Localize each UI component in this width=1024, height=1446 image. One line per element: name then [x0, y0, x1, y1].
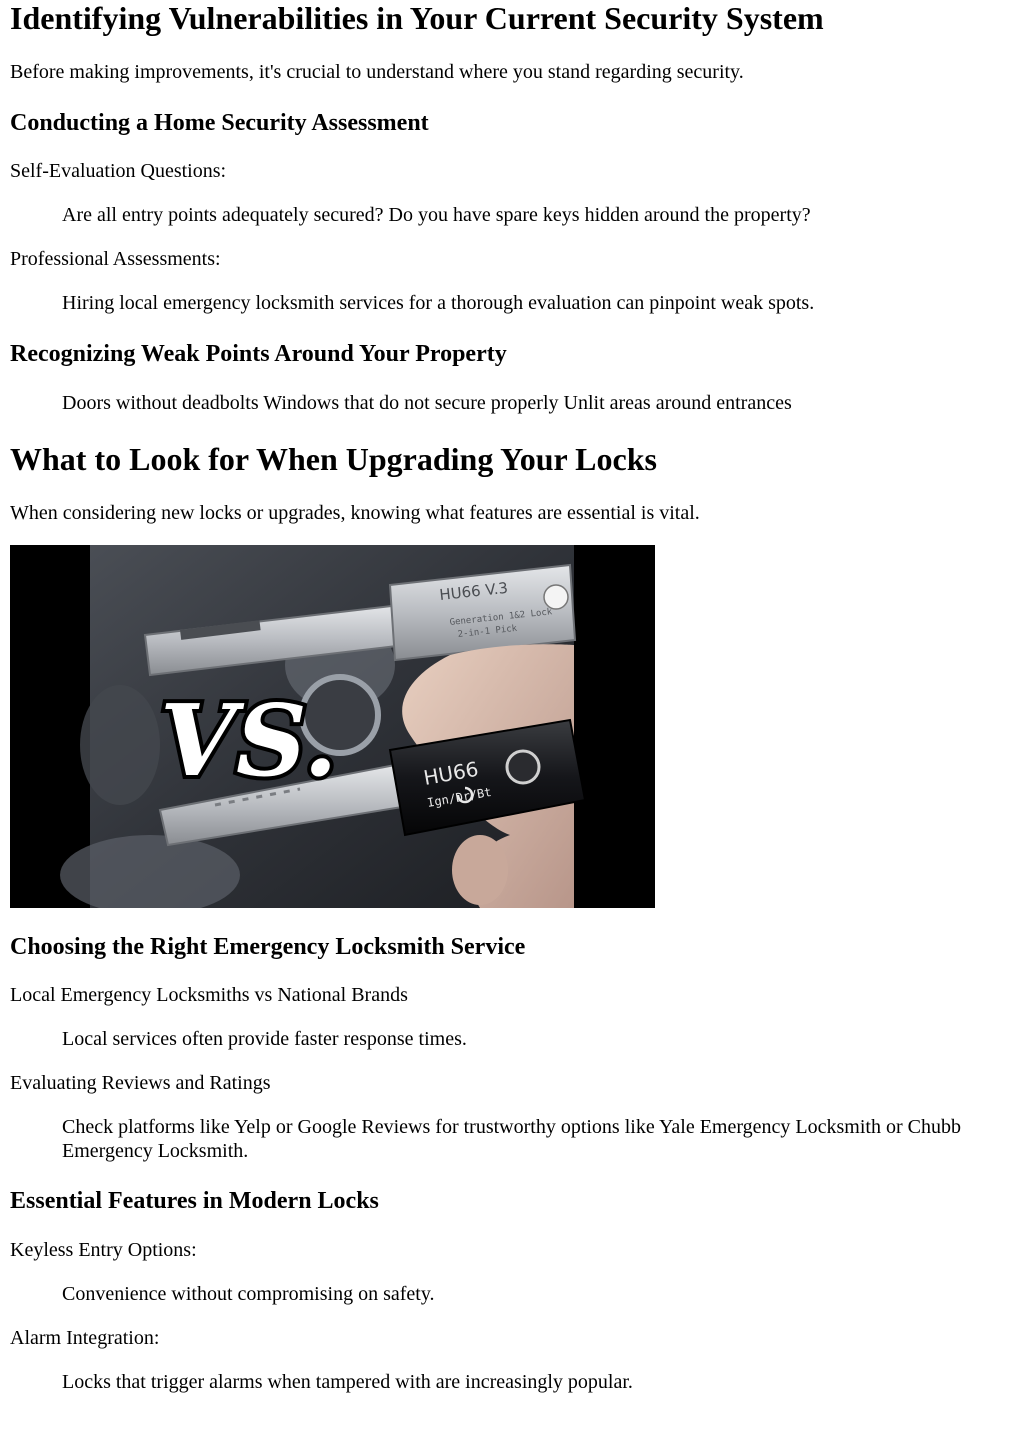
choosing-term-local-vs-national: Local Emergency Locksmiths vs National Brands: [10, 984, 408, 1006]
subsection-title-choosing: Choosing the Right Emergency Locksmith Service: [10, 934, 526, 960]
lower-tool-label: HU66: [421, 756, 481, 790]
section-title-upgrading: What to Look for When Upgrading Your Locks: [10, 441, 657, 477]
subsection-title-assessment: Conducting a Home Security Assessment: [10, 110, 429, 136]
subsection-title-weak-points: Recognizing Weak Points Around Your Property: [10, 341, 507, 367]
lower-tool-sub: Ign/Dr/Bt: [426, 784, 493, 810]
upper-tool-label: HU66 V.3: [438, 578, 509, 604]
features-list: [10, 1238, 1014, 1394]
assessment-term-self-evaluation: Self-Evaluation Questions:: [10, 160, 227, 182]
assessment-term-professional: Professional Assessments:: [10, 248, 221, 270]
assessment-desc-self-evaluation: Are all entry points adequately secured? Do you have spare keys hidden around the property?: [62, 204, 811, 226]
vs-overlay-text: VS.: [160, 684, 338, 799]
upper-tool-sub2: 2-in-1 Pick: [457, 623, 518, 640]
section-title-vulnerabilities: Identifying Vulnerabilities in Your Current Security System: [10, 0, 824, 36]
features-term-alarm: Alarm Integration:: [10, 1327, 160, 1349]
lock-pick-comparison-image: [10, 545, 655, 908]
features-term-keyless: Keyless Entry Options:: [10, 1239, 197, 1261]
weak-points-text: Doors without deadbolts Windows that do not secure properly Unlit areas around entrances: [62, 392, 792, 414]
features-desc-alarm: Locks that trigger alarms when tampered with are increasingly popular.: [62, 1371, 633, 1393]
upper-tool-sub1: Generation 1&2 Lock: [449, 607, 553, 628]
section-intro-vulnerabilities: Before making improvements, it's crucial to understand where you stand regarding security.: [10, 61, 744, 83]
subsection-title-features: Essential Features in Modern Locks: [10, 1188, 379, 1214]
section-intro-upgrading: When considering new locks or upgrades, knowing what features are essential is vital.: [10, 502, 700, 524]
choosing-desc-reviews: Check platforms like Yelp or Google Reviews for trustworthy options like Yale Emergency Locksmith or Chubb Emergency Locksmith.: [62, 1116, 961, 1162]
features-desc-keyless: Convenience without compromising on safety.: [62, 1283, 435, 1305]
choosing-desc-local-vs-national: Local services often provide faster response times.: [62, 1028, 467, 1050]
assessment-list: [10, 159, 1014, 315]
assessment-desc-professional: Hiring local emergency locksmith services for a thorough evaluation can pinpoint weak spots.: [62, 292, 815, 314]
choosing-list: [10, 983, 1014, 1163]
choosing-term-reviews: Evaluating Reviews and Ratings: [10, 1072, 271, 1094]
